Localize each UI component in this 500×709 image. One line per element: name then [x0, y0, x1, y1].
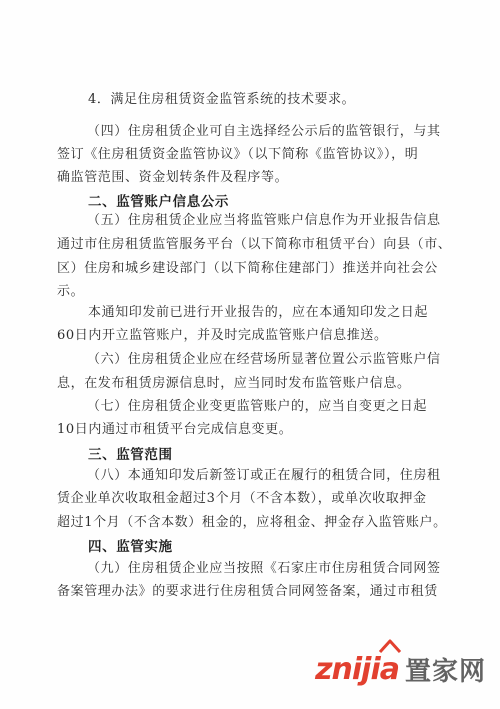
text-line: （五）住房租赁企业应当将监管账户信息作为开业报告信息: [87, 213, 441, 228]
text-line: 4．满足住房租赁资金监管系统的技术要求。: [88, 92, 356, 107]
site-watermark: [315, 649, 486, 689]
text-line: 通过市住房租赁监管服务平台（以下简称市租赁平台）向县（市、: [57, 237, 452, 252]
text-line: （六）住房租赁企业应在经营场所显著位置公示监管账户信: [87, 352, 441, 367]
text-line: 本通知印发前已进行开业报告的，应在本通知印发之日起: [88, 305, 429, 320]
section-heading: 四、监管实施: [88, 539, 173, 555]
text-line: 10日内通过市租赁平台完成信息变更。: [57, 422, 293, 437]
text-line: 息，在发布租赁房源信息时，应当同时发布监管账户信息。: [57, 376, 411, 391]
section-heading: 二、监管账户信息公示: [88, 194, 229, 210]
text-line: 赁企业单次收取租金超过3个月（不含本数），或单次收取押金: [57, 491, 427, 506]
text-line: 60日内开立监管账户，并及时完成监管账户信息推送。: [57, 328, 388, 343]
text-line: （四）住房租赁企业可自主选择经公示后的监管银行，与其: [87, 124, 441, 139]
watermark-latin: znijia: [315, 651, 399, 687]
text-line: 确监管范围、资金划转条件及程序等。: [57, 170, 289, 185]
text-line: 备案管理办法》的要求进行住房租赁合同网签备案，通过市租赁: [57, 584, 438, 599]
text-line: 示。: [57, 284, 85, 299]
section-heading: 三、监管范围: [88, 447, 173, 463]
house-roof-icon: [379, 639, 401, 653]
watermark-chinese: 置家网: [404, 656, 486, 687]
text-line: （七）住房租赁企业变更监管账户的，应当自变更之日起: [87, 399, 428, 414]
text-line: 签订《住房租赁资金监管协议》（以下简称《监管协议》），明: [57, 147, 419, 162]
text-line: （八）本通知印发后新签订或正在履行的租赁合同，住房租: [87, 468, 441, 483]
text-line: 超过1个月（不含本数）租金的，应将租金、押金存入监管账户。: [57, 515, 447, 530]
text-line: 区）住房和城乡建设部门（以下简称住建部门）推送并向社会公: [57, 261, 438, 276]
text-line: （九）住房租赁企业应当按照《石家庄市住房租赁合同网签: [87, 561, 441, 576]
